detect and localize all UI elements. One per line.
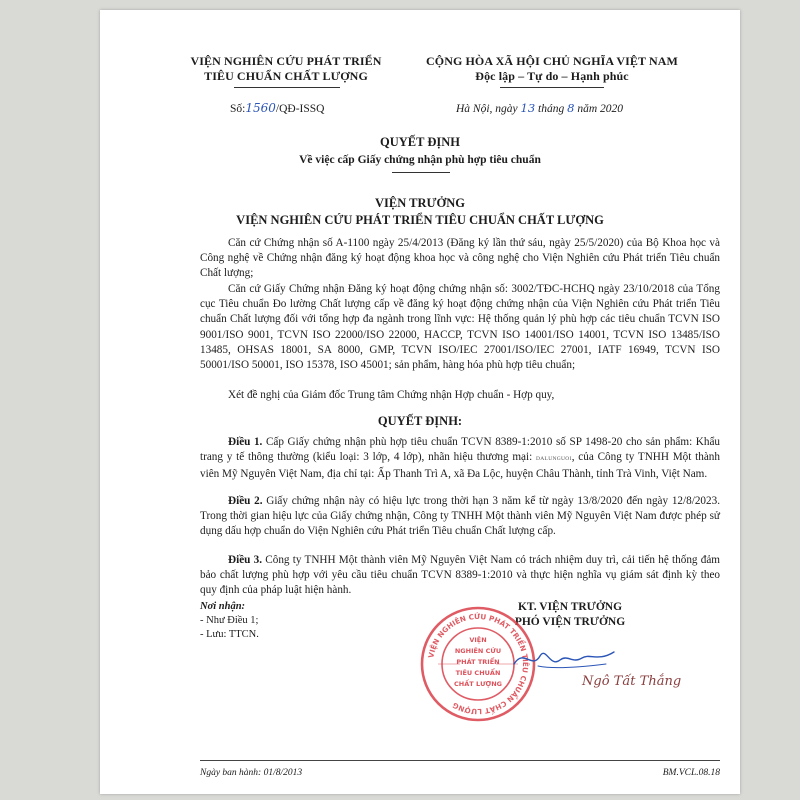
authority-organization: VIỆN NGHIÊN CỨU PHÁT TRIỂN TIÊU CHUẨN CHẤT LƯỢNG [236, 213, 604, 227]
date-prefix: Hà Nội, ngày [456, 103, 518, 115]
stamp-ring-text: VIỆN NGHIÊN CỨU PHÁT TRIỂN TIÊU CHUẨN CHẤT LƯỢNG [426, 611, 531, 717]
footer-form-code: BM.VCL.08.18 [662, 768, 720, 778]
doc-number-prefix: Số: [230, 103, 246, 115]
header-underline-right [500, 87, 604, 88]
date-month: 8 [567, 101, 575, 115]
national-motto: Độc lập – Tự do – Hạnh phúc [475, 69, 629, 83]
decision-subtitle: Về việc cấp Giấy chứng nhận phù hợp tiêu chuẩn [299, 154, 541, 166]
header-underline-left [234, 87, 340, 88]
national-header [384, 54, 720, 84]
organization-name-line1: VIỆN NGHIÊN CỨU PHÁT TRIỂN [190, 54, 382, 68]
organization-name-line2: TIÊU CHUẨN CHẤT LƯỢNG [204, 69, 368, 83]
stamp-center-line: VIỆN [469, 636, 487, 644]
preamble-paragraph-2: Căn cứ Giấy Chứng nhận Đăng ký hoạt động chứng nhận số: 3002/TĐC-HCHQ ngày 23/10/2018 của Tổng cục Tiêu chuẩn Đo lường Chất lượng cấp về đăng ký hoạt động chứng nhận của Viện Nghiên cứu Phát triển Tiêu chuẩn Chất lượng đối với tổng hợp đa ngành trong lĩnh vực: Hệ thống quản lý phù hợp các tiêu chuẩn TCVN ISO 9001/ISO 9001, TCVN ISO 22000/ISO 22000, HACCP, TCVN ISO 14001/ISO 14001, TCVN ISO 13485/ISO 13485, OHSAS 18001, SA 8000, GMP, TCVN ISO/IEC 27001/ISO/IEC 27001, IATF 16949, TCVN ISO 50001/ISO 50001, ISO 15378, ISO 45001; sản phẩm, hàng hóa phù hợp tiêu chuẩn; [200, 283, 720, 372]
article-1-brand: DALUNGUOI [536, 456, 572, 463]
stamp-center-line: TIÊU CHUẨN [455, 669, 501, 677]
organization-header [166, 54, 406, 84]
preamble-paragraph-1: Căn cứ Chứng nhận số A-1100 ngày 25/4/2013 (Đăng ký lần thứ sáu, ngày 25/5/2020) của Bộ Khoa học và Công nghệ về Chứng nhận đăng ký hoạt động khoa học và công nghệ cho Viện Nghiên cứu Phát triển Tiêu chuẩn Chất lượng; [200, 237, 720, 280]
recipient-item: - Như Điều 1; [200, 615, 259, 626]
signer-name: Ngô Tất Thắng [582, 674, 682, 689]
stamp-center-line: NGHIÊN CỨU [454, 647, 502, 655]
authority-title: VIỆN TRƯỞNG [375, 196, 465, 210]
signature-title-1: KT. VIỆN TRƯỞNG [517, 601, 623, 613]
article-1-text-a: Cấp Giấy chứng nhận phù hợp tiêu chuẩn TCVN 8389-1:2010 số SP 1498-20 cho sản phẩm: Khẩu trang y tế thông thường (kiểu loại: 3 lớp, 4 lớp), nhãn hiệu thương mại: [200, 436, 721, 464]
article-1-label: Điều 1. [228, 436, 263, 448]
stamp-center-line: PHÁT TRIỂN [456, 658, 500, 666]
article-3 [200, 553, 720, 599]
decision-heading: QUYẾT ĐỊNH: [377, 414, 463, 428]
stamp-center-line: CHẤT LƯỢNG [454, 680, 502, 688]
title-underline [392, 172, 450, 173]
national-title: CỘNG HÒA XÃ HỘI CHỦ NGHĨA VIỆT NAM [426, 54, 678, 68]
footer-issue-date: Ngày ban hành: 01/8/2013 [200, 768, 303, 778]
doc-number-suffix: /QĐ-ISSQ [275, 103, 325, 115]
article-1 [200, 435, 720, 483]
article-3-text: Công ty TNHH Một thành viên Mỹ Nguyên Việt Nam có trách nhiệm duy trì, cải tiến hệ thống đảm bảo chất lượng phù hợp với yêu cầu tiêu chuẩn TCVN 8389-1:2010 và thực hiện nghĩa vụ giám sát định kỳ theo quy định của pháp luật hiện hành. [200, 554, 721, 597]
preamble-paragraph-3: Xét đề nghị của Giám đốc Trung tâm Chứng nhận Hợp chuẩn - Hợp quy, [228, 389, 555, 401]
recipients-heading: Nơi nhận: [200, 601, 246, 612]
signature-scribble [510, 638, 620, 678]
decision-title: QUYẾT ĐỊNH [380, 135, 460, 149]
recipient-item: - Lưu: TTCN. [200, 629, 259, 640]
doc-number-handwritten: 1560 [245, 101, 276, 115]
date-day: 13 [520, 101, 536, 115]
article-2-label: Điều 2. [228, 495, 263, 507]
date-year: năm 2020 [577, 103, 624, 115]
document-number [230, 101, 324, 115]
recipients-block [200, 600, 259, 642]
date-month-label: tháng [538, 103, 565, 115]
signature-title-2: PHÓ VIỆN TRƯỞNG [514, 616, 626, 628]
article-2 [200, 494, 720, 540]
issue-date [456, 101, 623, 115]
footer-rule [200, 760, 720, 761]
document-page [100, 10, 740, 794]
article-1-text-b: , của Công ty TNHH Một thành viên Mỹ Nguyên Việt Nam, địa chỉ tại: Ấp Thanh Trì A, xã Đa Lộc, huyện Châu Thành, tỉnh Trà Vinh, Việt Nam. [200, 451, 720, 481]
article-2-text: Giấy chứng nhận này có hiệu lực trong thời hạn 3 năm kể từ ngày 13/8/2020 đến ngày 12/8/2023. Trong thời gian hiệu lực của Giấy chứng nhận, Công ty TNHH Một thành viên Mỹ Nguyên Việt Nam được phép sử dụng dấu hợp chuẩn do Viện Nghiên cứu Phát triển Tiêu chuẩn Chất lượng cấp. [200, 495, 721, 538]
article-3-label: Điều 3. [228, 554, 263, 566]
